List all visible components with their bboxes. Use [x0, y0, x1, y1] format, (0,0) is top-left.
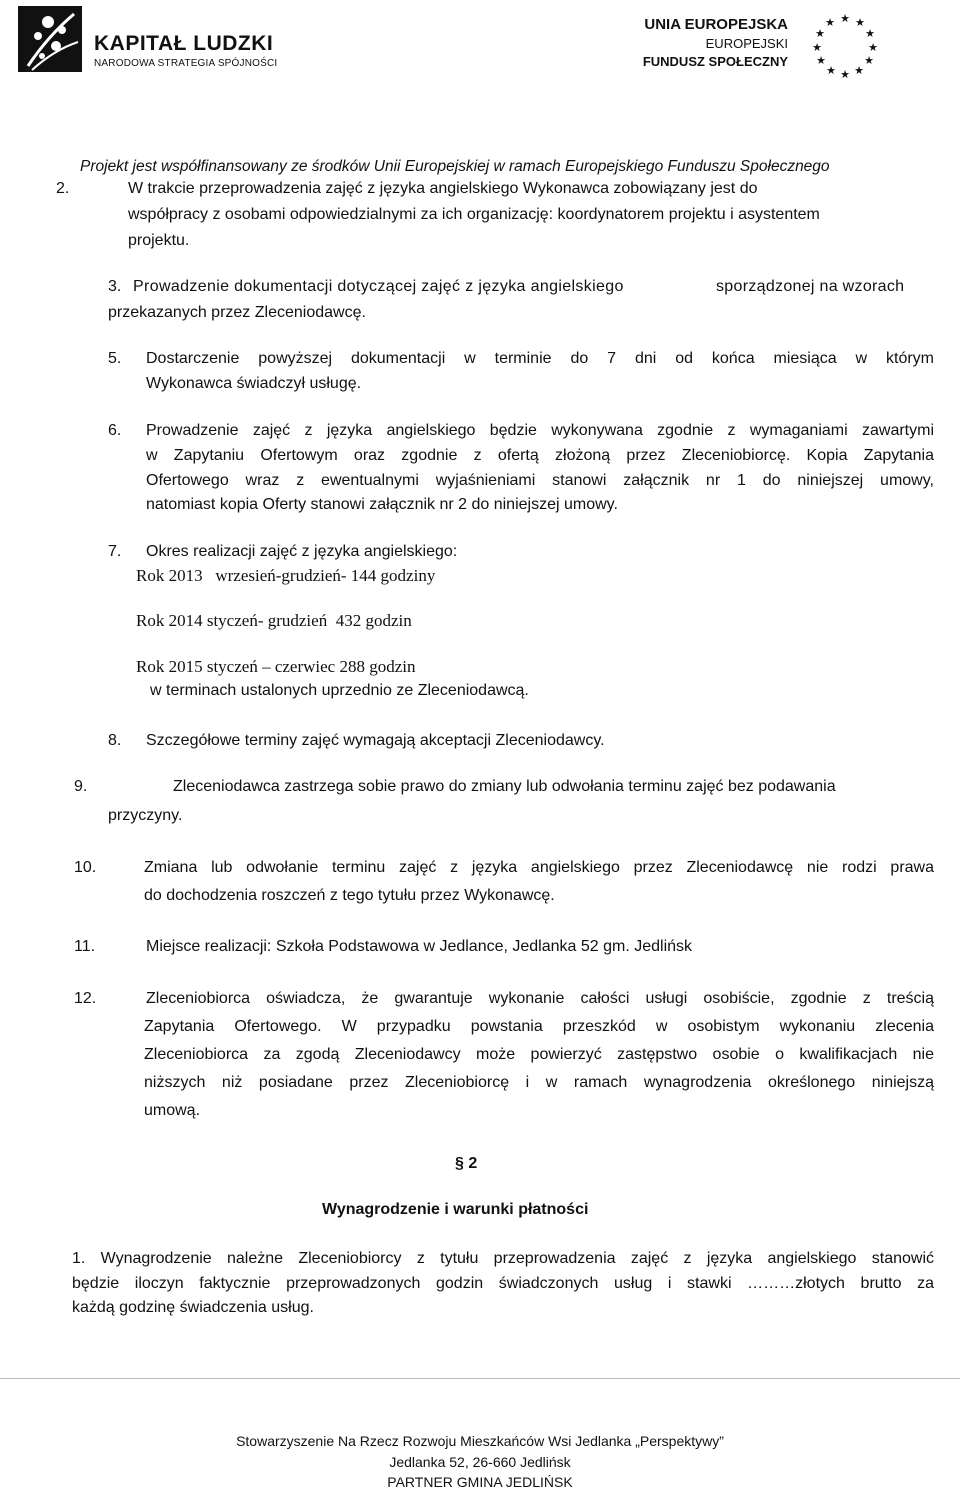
- svg-text:★: ★: [855, 16, 865, 29]
- item-2-line: W trakcie przeprowadzenia zajęć z języka angielskiego Wykonawca zobowiązany jest do: [128, 180, 758, 197]
- item-10-number: 10.: [74, 859, 97, 876]
- item-12-line: niższych niż posiadane przez Zleceniobiorcę i w ramach wynagrodzenia określonego niniejszą: [144, 1074, 934, 1091]
- item-7-number: 7.: [108, 543, 122, 560]
- item-7-period-2015: Rok 2015 styczeń – czerwiec 288 godzin: [136, 657, 416, 676]
- item-3-line2: przekazanych przez Zleceniodawcę.: [108, 304, 366, 321]
- svg-text:★: ★: [826, 64, 836, 77]
- item-2-line: projektu.: [128, 232, 190, 249]
- svg-text:★: ★: [840, 68, 850, 80]
- item-7-period-2014: Rok 2014 styczeń- grudzień 432 godzin: [136, 611, 412, 630]
- item-3-line1-left: Prowadzenie dokumentacji dotyczącej zajęć z języka angielskiego: [133, 278, 624, 295]
- item-10-line: Zmiana lub odwołanie terminu zajęć z języka angielskiego przez Zleceniodawcę nie rodzi prawa: [144, 859, 934, 876]
- item-12-line: Zapytania Ofertowego. W przypadku powstania przeszkód w osobistym wykonaniu zlecenia: [144, 1018, 934, 1035]
- kapital-ludzki-title: KAPITAŁ LUDZKI: [94, 32, 274, 55]
- section-2-line: każdą godzinę świadczenia usług.: [72, 1299, 314, 1316]
- item-9-line2: przyczyny.: [108, 807, 183, 824]
- section-2-line: 1. Wynagrodzenie należne Zleceniobiorcy z tytułu przeprowadzenia zajęć z języka angielskiego stanowić: [72, 1250, 934, 1267]
- item-5-line: Dostarczenie powyższej dokumentacji w terminie do 7 dni od końca miesiąca w którym: [146, 350, 934, 367]
- item-7-intro: Okres realizacji zajęć z języka angielskiego:: [146, 543, 458, 560]
- item-3-number: 3.: [108, 278, 122, 295]
- footer-divider: [0, 1378, 960, 1379]
- section-heading: Wynagrodzenie i warunki płatności: [322, 1201, 589, 1218]
- kapital-ludzki-subtitle: NARODOWA STRATEGIA SPÓJNOŚCI: [94, 58, 278, 69]
- svg-text:★: ★: [812, 41, 822, 54]
- eu-logo: [630, 10, 930, 80]
- svg-text:★: ★: [840, 12, 850, 25]
- svg-text:★: ★: [864, 54, 874, 67]
- item-8-number: 8.: [108, 732, 122, 749]
- item-7-closing: w terminach ustalonych uprzednio ze Zleceniodawcą.: [150, 682, 529, 699]
- item-12-line: Zleceniobiorca oświadcza, że gwarantuje wykonanie całości usługi osobiście, zgodnie z treścią: [146, 990, 934, 1007]
- eu-logo-line2: EUROPEJSKI: [705, 36, 788, 51]
- svg-text:★: ★: [825, 16, 835, 29]
- svg-text:★: ★: [815, 27, 825, 40]
- item-6-line: natomiast kopia Oferty stanowi załącznik nr 2 do niniejszej umowy.: [146, 496, 618, 513]
- cofinancing-note: Projekt jest współfinansowany ze środków Unii Europejskiej w ramach Europejskiego Funduszu Społecznego: [80, 158, 830, 175]
- item-9-line1: Zleceniodawca zastrzega sobie prawo do zmiany lub odwołania terminu zajęć bez podawania: [173, 778, 836, 795]
- footer-partner: PARTNER GMINA JEDLIŃSK: [387, 1474, 573, 1490]
- item-11-text: Miejsce realizacji: Szkoła Podstawowa w Jedlance, Jedlanka 52 gm. Jedlińsk: [146, 938, 693, 955]
- item-11-number: 11.: [74, 938, 96, 955]
- item-7-period-2013: Rok 2013 wrzesień-grudzień- 144 godziny: [136, 566, 436, 585]
- kapital-ludzki-emblem-icon: [18, 6, 82, 72]
- eu-stars-flag-icon: [810, 10, 880, 80]
- item-2-number: 2.: [56, 180, 70, 197]
- item-12-line: umową.: [144, 1102, 201, 1119]
- svg-text:★: ★: [865, 27, 875, 40]
- footer-organization: Stowarzyszenie Na Rzecz Rozwoju Mieszkańców Wsi Jedlanka „Perspektywy”: [236, 1433, 724, 1449]
- item-6-line: Prowadzenie zajęć z języka angielskiego będzie wykonywana zgodnie z wymaganiami zawartymi: [146, 422, 934, 439]
- section-mark: § 2: [455, 1155, 478, 1172]
- footer-address: Jedlanka 52, 26-660 Jedlińsk: [389, 1454, 571, 1470]
- item-6-line: w Zapytaniu Ofertowym oraz zgodnie z ofertą złożoną przez Zleceniobiorcę. Kopia Zapytania: [146, 447, 934, 464]
- item-6-line: Ofertowego wraz z ewentualnymi wyjaśnieniami stanowi załącznik nr 1 do niniejszej umowy,: [146, 472, 934, 489]
- svg-text:★: ★: [854, 64, 864, 77]
- item-9-number: 9.: [74, 778, 88, 795]
- item-2-line: współpracy z osobami odpowiedzialnymi za ich organizację: koordynatorem projektu i asystentem: [128, 206, 820, 223]
- eu-logo-line3: FUNDUSZ SPOŁECZNY: [642, 54, 788, 69]
- item-10-line: do dochodzenia roszczeń z tego tytułu przez Wykonawcę.: [144, 887, 555, 904]
- item-12-line: Zleceniobiorca za zgodą Zleceniodawcy może powierzyć zastępstwo osobie o kwalifikacjach nie: [144, 1046, 934, 1063]
- svg-text:★: ★: [868, 41, 878, 54]
- item-8-text: Szczegółowe terminy zajęć wymagają akceptacji Zleceniodawcy.: [146, 732, 605, 749]
- section-2-line: będzie iloczyn faktycznie przeprowadzonych godzin świadczonych usług i stawki ………złotych brutto za: [72, 1275, 934, 1292]
- item-5-number: 5.: [108, 350, 122, 367]
- eu-logo-line1: UNIA EUROPEJSKA: [644, 16, 788, 33]
- item-5-line: Wykonawca świadczył usługę.: [146, 375, 362, 392]
- kapital-ludzki-logo: [18, 6, 318, 78]
- item-3-line1-right: sporządzonej na wzorach: [716, 278, 905, 295]
- svg-text:★: ★: [816, 54, 826, 67]
- item-12-number: 12.: [74, 990, 97, 1007]
- item-6-number: 6.: [108, 422, 122, 439]
